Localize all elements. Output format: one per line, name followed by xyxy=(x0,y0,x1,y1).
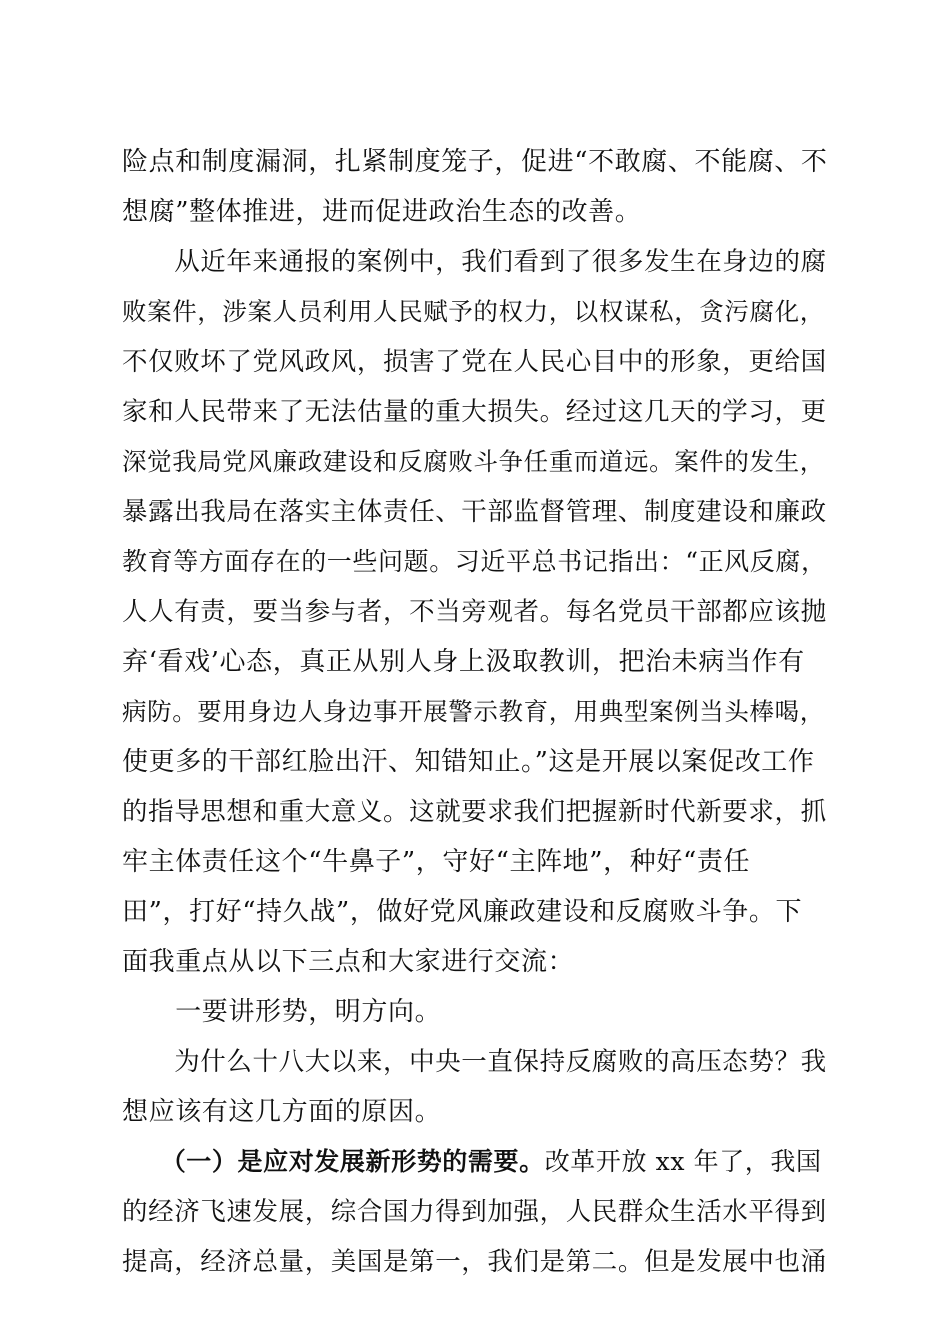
section-heading-line xyxy=(122,1137,834,1187)
text-line: 教育等方面存在的一些问题。习近平总书记指出：“正风反腐， xyxy=(122,547,827,576)
text-line: 弃‘看戏’心态，真正从别人身上汲取教训，把治未病当作有 xyxy=(122,647,805,677)
text-line: 人人有责，要当参与者，不当旁观者。每名党员干部都应该抛 xyxy=(122,597,827,627)
text-line: 使更多的干部红脸出汗、知错知止。”这是开展以案促改工作 xyxy=(122,747,815,777)
text-line: 一要讲形势，明方向。 xyxy=(122,997,442,1027)
text-line: 病防。要用身边人身边事开展警示教育，用典型案例当头棒喝， xyxy=(122,697,825,726)
text-line: 从近年来通报的案例中，我们看到了很多发生在身边的腐 xyxy=(122,247,827,277)
section-heading-tail: 改革开放 xx 年了，我国 xyxy=(544,1147,822,1176)
text-line: 败案件，涉案人员利用人民赋予的权力，以权谋私，贪污腐化， xyxy=(122,297,825,326)
text-line: 田”，打好“持久战”，做好党风廉政建设和反腐败斗争。下 xyxy=(122,897,803,927)
text-line: 深觉我局党风廉政建设和反腐败斗争任重而道远。案件的发生， xyxy=(122,447,825,476)
text-line: 的经济飞速发展，综合国力得到加强，人民群众生活水平得到 xyxy=(122,1197,827,1227)
text-line: 牢主体责任这个“牛鼻子”，守好“主阵地”，种好“责任 xyxy=(122,847,751,877)
text-line: 的指导思想和重大意义。这就要求我们把握新时代新要求，抓 xyxy=(122,797,827,827)
text-line: 面我重点从以下三点和大家进行交流： xyxy=(122,947,575,977)
text-line: 险点和制度漏洞，扎紧制度笼子，促进“不敢腐、不能腐、不 xyxy=(122,147,828,177)
text-line: 想应该有这几方面的原因。 xyxy=(122,1097,442,1127)
text-line: 想腐”整体推进，进而促进政治生态的改善。 xyxy=(122,197,642,227)
section-heading: （一）是应对发展新形势的需要。 xyxy=(122,1147,545,1176)
text-line: 家和人民带来了无法估量的重大损失。经过这几天的学习，更 xyxy=(122,397,827,427)
text-line: 不仅败坏了党风政风，损害了党在人民心目中的形象，更给国 xyxy=(122,347,827,377)
text-line: 提高，经济总量，美国是第一，我们是第二。但是发展中也涌 xyxy=(122,1247,827,1277)
text-line: 为什么十八大以来，中央一直保持反腐败的高压态势？我 xyxy=(122,1047,827,1077)
text-line: 暴露出我局在落实主体责任、干部监督管理、制度建设和廉政 xyxy=(122,497,827,527)
